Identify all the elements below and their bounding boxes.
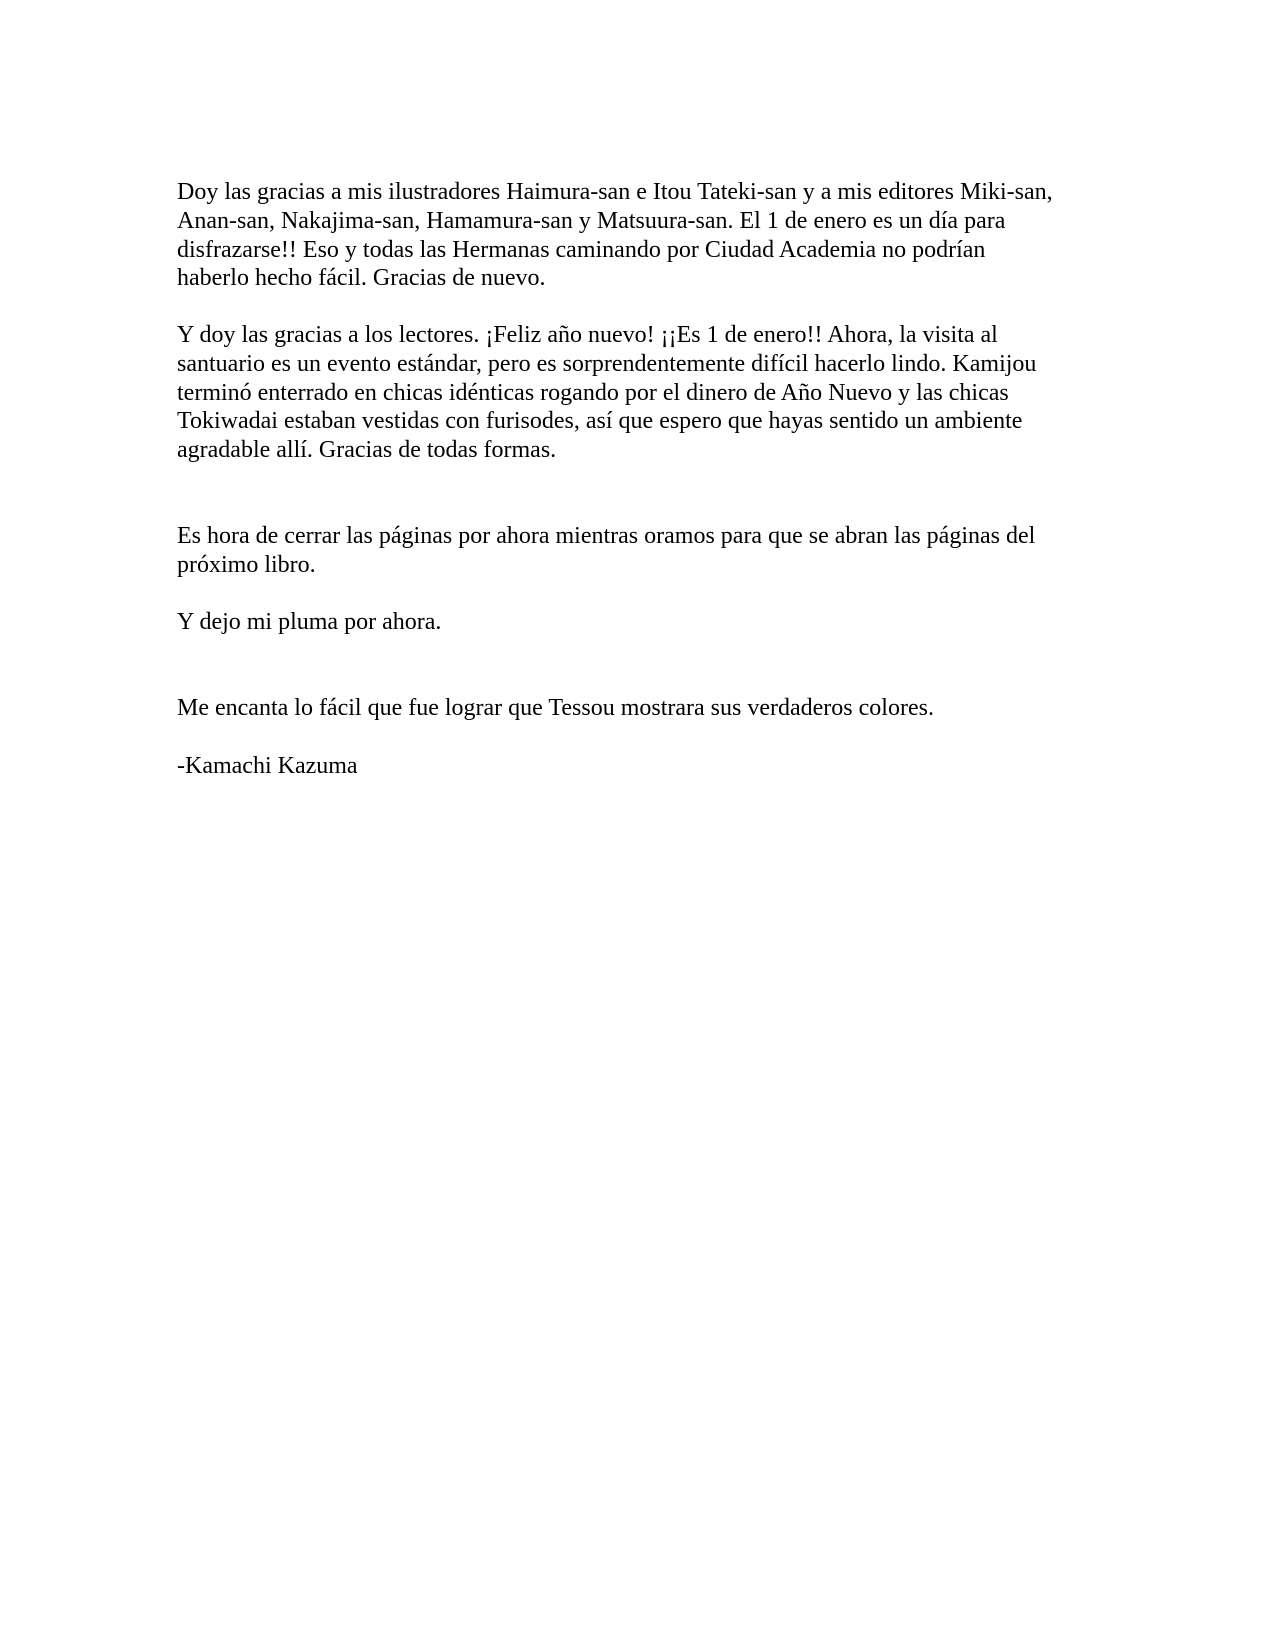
paragraph-tessou-note xyxy=(177,694,1122,723)
text-line: santuario es un evento estándar, pero es sorprendentemente difícil hacerlo lindo. Kamijou xyxy=(177,350,1037,377)
text-line: Tokiwadai estaban vestidas con furisodes, así que espero que hayas sentido un ambiente xyxy=(177,408,1023,435)
paragraph-closing xyxy=(177,522,1122,580)
paragraph-pen-down xyxy=(177,608,1122,637)
text-line: Y dejo mi pluma por ahora. xyxy=(177,609,442,635)
text-line: disfrazarse!! Eso y todas las Hermanas caminando por Ciudad Academia no podrían xyxy=(177,236,986,263)
text-line: Me encanta lo fácil que fue lograr que Tessou mostrara sus verdaderos colores. xyxy=(177,695,934,721)
text-line: Es hora de cerrar las páginas por ahora mientras oramos para que se abran las páginas del xyxy=(177,523,1036,549)
text-line: Y doy las gracias a los lectores. ¡Feliz año nuevo! ¡¡Es 1 de enero!! Ahora, la visita al xyxy=(177,322,998,348)
author-signature xyxy=(177,752,1122,781)
paragraph-thanks-readers xyxy=(177,321,1122,465)
signature-text: -Kamachi Kazuma xyxy=(177,753,358,779)
text-line: agradable allí. Gracias de todas formas. xyxy=(177,437,557,464)
text-line: Anan-san, Nakajima-san, Hamamura-san y Matsuura-san. El 1 de enero es un día para xyxy=(177,207,1006,234)
paragraph-thanks-illustrators xyxy=(177,178,1122,293)
text-line: terminó enterrado en chicas idénticas rogando por el dinero de Año Nuevo y las chicas xyxy=(177,379,1009,406)
text-line: próximo libro. xyxy=(177,551,316,578)
text-line: haberlo hecho fácil. Gracias de nuevo. xyxy=(177,265,546,292)
text-line: Doy las gracias a mis ilustradores Haimura-san e Itou Tateki-san y a mis editores Miki-san, xyxy=(177,179,1053,205)
